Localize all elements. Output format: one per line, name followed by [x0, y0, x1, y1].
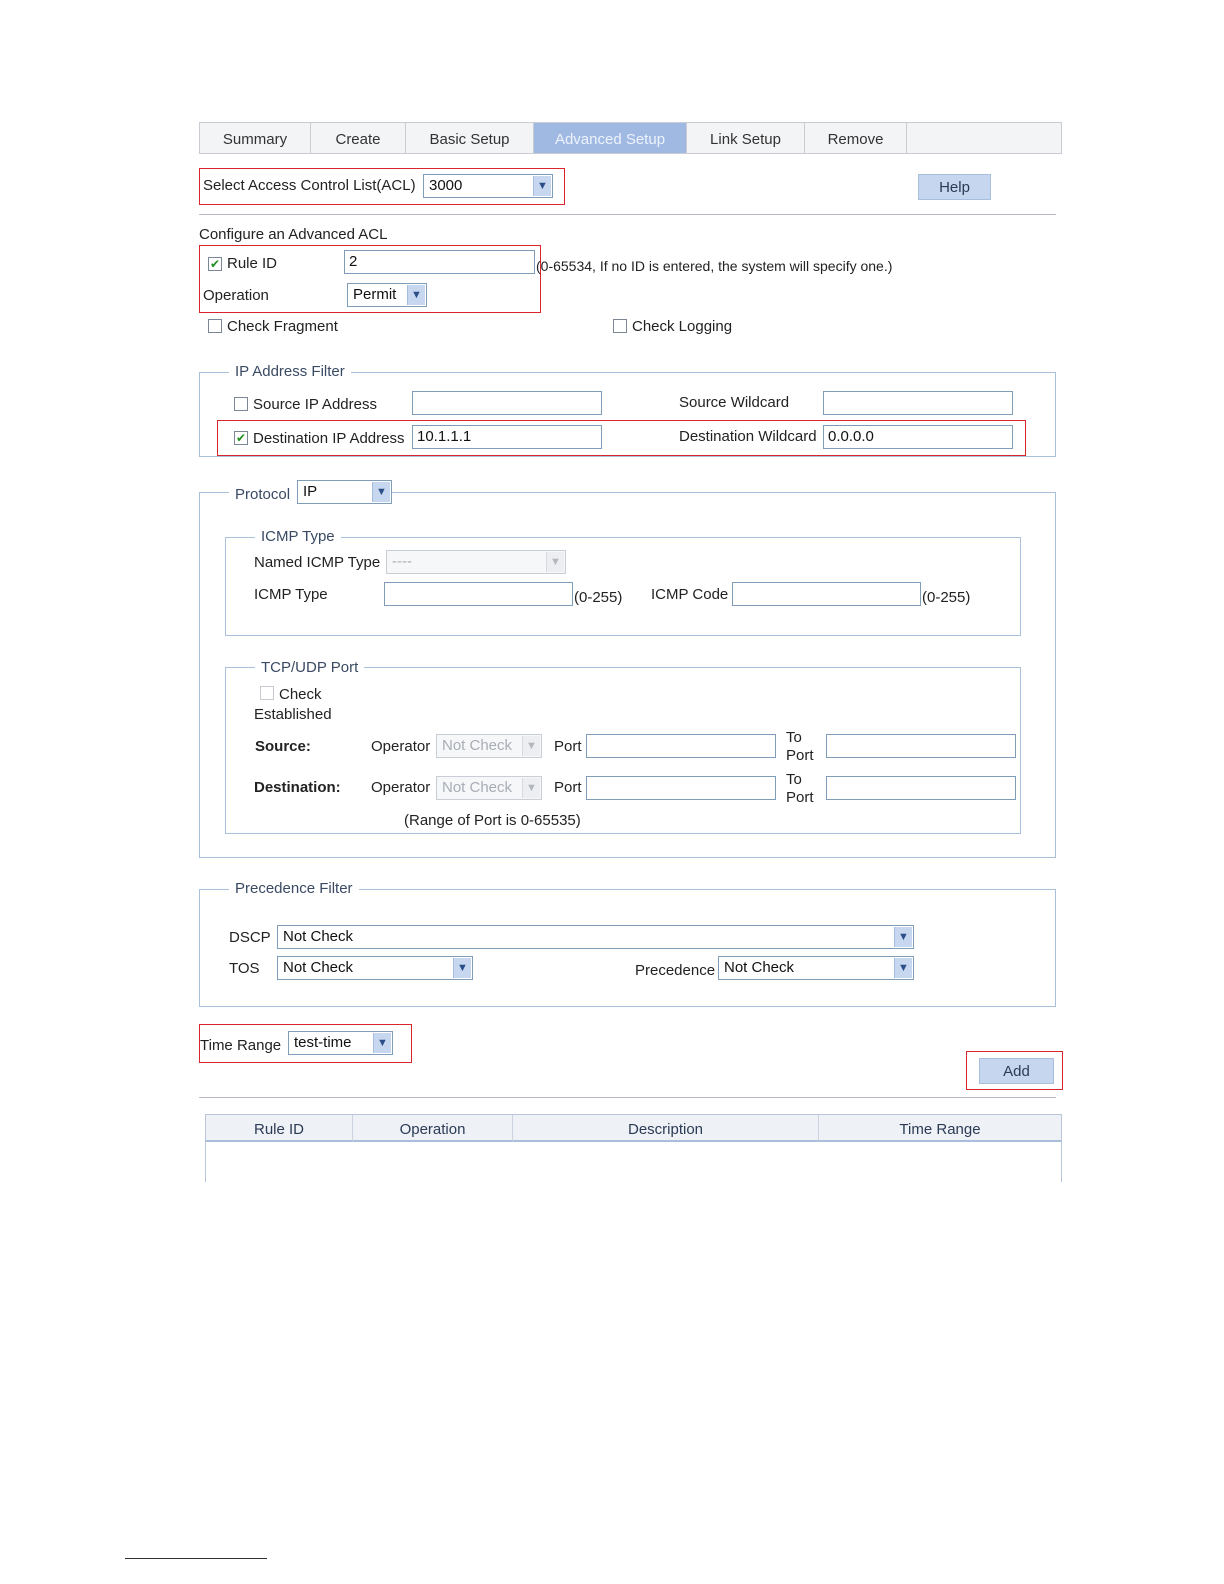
named-icmp-type-value: ---- — [392, 553, 412, 570]
check-established-checkbox[interactable] — [260, 686, 274, 700]
port-range-note: (Range of Port is 0-65535) — [404, 812, 581, 829]
source-port-input[interactable] — [586, 734, 776, 758]
precedence-label: Precedence — [635, 962, 716, 979]
dscp-select[interactable] — [277, 925, 914, 949]
precedence-select[interactable] — [718, 956, 914, 980]
destination-to-port-label: Port — [786, 789, 814, 806]
chevron-down-icon: ▼ — [372, 482, 390, 502]
source-operator-label: Operator — [371, 738, 431, 755]
time-range-value: test-time — [294, 1034, 352, 1051]
destination-operator-value: Not Check — [442, 779, 513, 796]
icmp-type-legend: ICMP Type — [255, 528, 341, 546]
rule-id-checkbox[interactable]: ✔ — [209, 257, 221, 271]
tcp-udp-port-legend: TCP/UDP Port — [255, 659, 364, 677]
column-time-range[interactable]: Time Range — [899, 1121, 981, 1138]
source-to-port-input[interactable] — [826, 734, 1016, 758]
chevron-down-icon: ▼ — [453, 958, 471, 978]
chevron-down-icon: ▼ — [894, 958, 912, 978]
dscp-value: Not Check — [283, 928, 354, 945]
source-wildcard-input[interactable] — [823, 391, 1013, 415]
source-ip-checkbox[interactable] — [234, 397, 248, 411]
divider — [199, 1097, 1056, 1098]
destination-operator-select[interactable] — [436, 776, 542, 800]
column-rule-id[interactable]: Rule ID — [206, 1115, 353, 1141]
check-fragment-checkbox[interactable] — [208, 319, 222, 333]
rule-id-label: Rule ID — [227, 255, 278, 272]
divider — [199, 214, 1056, 215]
destination-wildcard-input[interactable]: 0.0.0.0 — [823, 425, 1013, 449]
destination-operator-label: Operator — [371, 779, 431, 796]
tab-create[interactable]: Create — [311, 123, 406, 153]
tab-summary[interactable]: Summary — [200, 123, 311, 153]
precedence-filter-legend: Precedence Filter — [229, 880, 359, 898]
source-to-port-label: Port — [786, 747, 814, 764]
time-range-label: Time Range — [200, 1037, 282, 1054]
icmp-type-label: ICMP Type — [254, 586, 328, 603]
acl-select-value: 3000 — [429, 177, 463, 194]
check-fragment-label: Check Fragment — [227, 318, 338, 335]
column-description[interactable]: Description — [513, 1115, 819, 1141]
time-range-select[interactable] — [288, 1031, 393, 1055]
named-icmp-type-select[interactable] — [386, 550, 566, 574]
rule-id-hint: (0-65534, If no ID is entered, the system will specify one.) — [536, 258, 893, 274]
chevron-down-icon: ▼ — [894, 927, 912, 947]
check-logging-label: Check Logging — [632, 318, 733, 335]
named-icmp-type-label: Named ICMP Type — [254, 554, 381, 571]
operation-value: Permit — [353, 286, 397, 303]
destination-to-label: To — [786, 771, 802, 788]
operation-label: Operation — [203, 287, 269, 304]
rule-id-input[interactable]: 2 — [344, 250, 535, 274]
tab-link-setup[interactable]: Link Setup — [687, 123, 805, 153]
chevron-down-icon: ▼ — [533, 176, 551, 196]
destination-ip-label: Destination IP Address — [253, 430, 405, 447]
protocol-label: Protocol — [235, 486, 291, 503]
source-ip-label: Source IP Address — [253, 396, 377, 413]
rules-table-header — [205, 1114, 1062, 1142]
source-operator-select[interactable] — [436, 734, 542, 758]
destination-ip-input[interactable]: 10.1.1.1 — [412, 425, 602, 449]
dscp-label: DSCP — [229, 929, 271, 946]
icmp-code-input[interactable] — [732, 582, 921, 606]
protocol-select[interactable] — [297, 480, 392, 504]
icmp-code-label: ICMP Code — [651, 586, 729, 603]
icmp-type-input[interactable] — [384, 582, 573, 606]
destination-port-input[interactable] — [586, 776, 776, 800]
tab-advanced-setup[interactable]: Advanced Setup — [534, 123, 687, 153]
add-button[interactable]: Add — [979, 1058, 1054, 1084]
source-port-label: Source: — [255, 738, 311, 755]
column-operation[interactable]: Operation — [353, 1115, 513, 1141]
destination-to-port-input[interactable] — [826, 776, 1016, 800]
chevron-down-icon: ▼ — [407, 285, 425, 305]
check-established-label-2: Established — [254, 706, 332, 723]
help-button[interactable]: Help — [918, 174, 991, 200]
tab-bar — [199, 122, 1062, 154]
tab-remove[interactable]: Remove — [805, 123, 907, 153]
tos-select[interactable] — [277, 956, 473, 980]
source-wildcard-label: Source Wildcard — [679, 394, 790, 411]
precedence-value: Not Check — [724, 959, 795, 976]
configure-title: Configure an Advanced ACL — [199, 226, 388, 243]
acl-select[interactable] — [423, 174, 553, 198]
destination-port-field-label: Port — [554, 779, 582, 796]
chevron-down-icon: ▼ — [373, 1033, 391, 1053]
destination-ip-checkbox[interactable]: ✔ — [235, 431, 247, 445]
tos-label: TOS — [229, 960, 260, 977]
source-to-label: To — [786, 729, 802, 746]
source-operator-value: Not Check — [442, 737, 513, 754]
tos-value: Not Check — [283, 959, 354, 976]
source-ip-input[interactable] — [412, 391, 602, 415]
destination-port-label: Destination: — [254, 779, 341, 796]
tab-basic-setup[interactable]: Basic Setup — [406, 123, 534, 153]
table-right-border — [1061, 1142, 1062, 1182]
operation-select[interactable] — [347, 283, 427, 307]
protocol-legend — [229, 480, 298, 508]
chevron-down-icon: ▼ — [522, 736, 540, 756]
source-port-field-label: Port — [554, 738, 582, 755]
icmp-type-range: (0-255) — [574, 589, 623, 606]
table-left-border — [205, 1142, 206, 1182]
footnote-separator — [125, 1558, 267, 1559]
ip-address-filter-legend: IP Address Filter — [229, 363, 351, 381]
check-established-label-1: Check — [279, 686, 322, 703]
check-logging-checkbox[interactable] — [613, 319, 627, 333]
chevron-down-icon: ▼ — [522, 778, 540, 798]
icmp-code-range: (0-255) — [922, 589, 971, 606]
chevron-down-icon: ▼ — [546, 552, 564, 572]
protocol-value: IP — [303, 483, 318, 500]
acl-select-label: Select Access Control List(ACL) — [203, 177, 416, 194]
destination-wildcard-label: Destination Wildcard — [679, 428, 817, 445]
